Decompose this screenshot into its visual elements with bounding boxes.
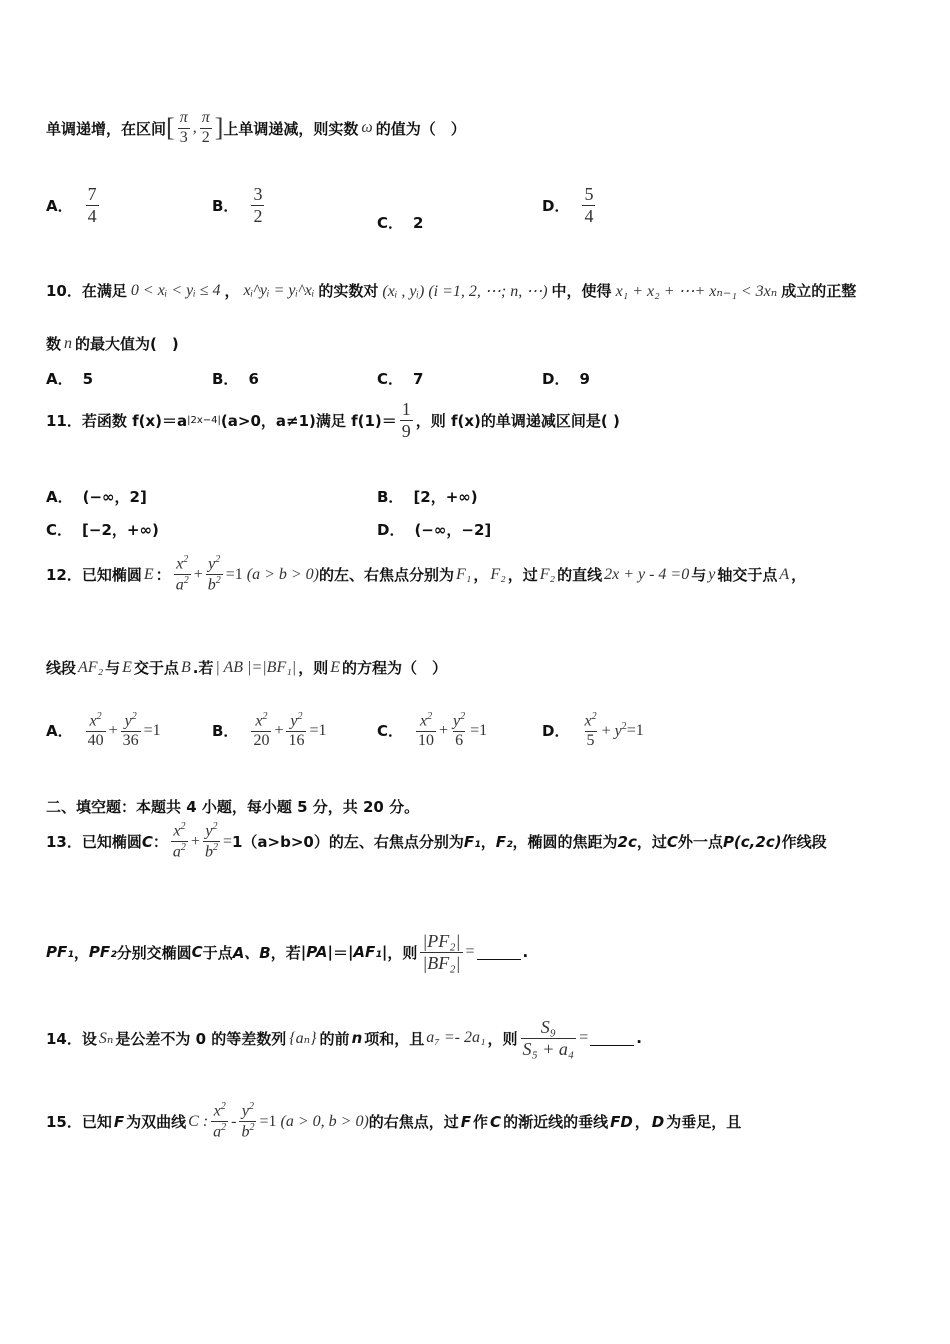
q10-stem: 10． 在满足 0 < xᵢ < yᵢ ≤ 4 ， xᵢ^yᵢ = yᵢ^xᵢ 的实数对 (xᵢ , yᵢ) (i =1, 2, ⋯; n, ⋯) 中，使得 x₁ + x₂ + ⋯+ xₙ₋₁ < 3xₙ 成立的正整 (46, 281, 857, 300)
q15-number: 15． (46, 1113, 82, 1132)
q9-option-b[interactable]: B． $\frac{3}{2}$ (212, 184, 263, 226)
q10-option-b[interactable]: B． 6 (212, 369, 259, 388)
q9-option-a[interactable]: A． $\frac{7}{4}$ (46, 184, 97, 226)
q13-number: 13． (46, 833, 82, 852)
bracket-open: [ (166, 113, 175, 143)
q13-stem-cont: PF₁ ， PF₂ 分别交椭圆 C 于点 A、B ，若 |PA| ＝ |AF₁| ，则 $\frac{\text{|PF₂|}}{\text{|BF₂|}}$ = . (46, 931, 529, 973)
q12-option-a[interactable]: A． $\frac{x^2}{40}$ + $\frac{y^2}{36}$ =1 (46, 711, 161, 750)
q10-stem-cont: 数 n 的最大值为( ) (46, 334, 179, 353)
q10-option-c[interactable]: C． 7 (377, 369, 424, 388)
q14-ratio: $\frac{\text{S₉}}{\text{S₅ + a₄}}$ (522, 1017, 575, 1059)
q9-option-c[interactable]: C． 2 (377, 213, 424, 232)
q10-pairs: (xᵢ , yᵢ) (i =1, 2, ⋯; n, ⋯) (382, 282, 548, 300)
q14-answer-blank[interactable] (590, 1031, 634, 1046)
section-header: 二、填空题：本题共 4 小题，每小题 5 分，共 20 分。 (46, 798, 420, 816)
q12-option-c[interactable]: C． $\frac{x^2}{10}$ + $\frac{y^2}{6}$ =1 (377, 711, 488, 750)
q12-option-d[interactable]: D． $\frac{x^2}{5}$ + $y^2$ =1 (542, 711, 644, 750)
q11-option-a[interactable]: A． (−∞，2] (46, 488, 147, 506)
q9-interval-right: $\frac{\pi}{2}$ (201, 109, 210, 146)
q10-condition: 0 < xᵢ < yᵢ ≤ 4 (130, 281, 221, 299)
q9-stem (46, 110, 466, 147)
q12-stem: 12． 已知椭圆 E ： $\frac{x^2}{a^2}$ + $\frac{y^2}{b^2}$ =1 (a > b > 0) 的左、右焦点分别为 F₁ ， F₂ ，过 F₂ 的直线 2x + y - 4 =0 与 y 轴交于点 A ， (46, 554, 807, 594)
q11-number: 11． (46, 411, 82, 430)
q10-option-d[interactable]: D． 9 (542, 369, 590, 388)
q10-equation: xᵢ^yᵢ = yᵢ^xᵢ (243, 281, 315, 299)
q12-stem-cont: 线段 AF₂ 与 E 交于点 B .若 | AB |=|BF₁| ，则 E 的方程为（ ） (46, 658, 447, 677)
q13-ratio: $\frac{\text{|PF₂|}}{\text{|BF₂|}}$ (422, 931, 461, 973)
q11-option-d[interactable]: D． (−∞，−2] (377, 521, 492, 539)
q9-stem-a: 单调递增，在区间 (46, 119, 167, 138)
q10-number: 10． (46, 282, 82, 300)
q9-stem-b: 上单调递减，则实数 (223, 119, 359, 138)
q15-stem: 15． 已知 F 为双曲线 C : $\frac{x^2}{a^2}$ - $\frac{y^2}{b^2}$ =1 (a > 0, b > 0) 的右焦点，过 F 作 C 的渐近线的垂线 FD ， D 为垂足，且 (46, 1101, 742, 1141)
q9-omega: ω (361, 119, 373, 137)
q13-stem: 13． 已知椭圆 C ： $\frac{x^2}{a^2}$ + $\frac{y^2}{b^2}$ = 1（a>b>0）的左、右焦点分别为 F₁ ， F₂ ，椭圆的焦距为 2c ，过 C 外一点 P(c,2c) 作线段 (46, 821, 827, 861)
q9-interval-left: $\frac{\pi}{3}$ (179, 109, 188, 146)
q11-option-c[interactable]: C． [−2，+∞) (46, 521, 159, 539)
q10-inequality: x₁ + x₂ + ⋯+ xₙ₋₁ < 3xₙ (615, 282, 778, 300)
q11-fraction: $\frac{1}{9}$ (401, 399, 411, 441)
q11-stem: 11． 若函数 f(x)＝a |2x−4| (a>0，a≠1)满足 f(1)＝ $\frac{1}{9}$ ，则 f(x)的单调递减区间是( ) (46, 399, 620, 441)
q14-stem: 14． 设 Sₙ 是公差不为 0 的等差数列 {aₙ} 的前 n 项和，且 a₇ =- 2a₁ ，则 $\frac{\text{S₉}}{\text{S₅ + a₄}}$ = . (46, 1017, 642, 1059)
interval-comma: , (192, 119, 197, 137)
q14-number: 14． (46, 1029, 82, 1048)
q9-stem-c: 的值为（ ） (375, 119, 466, 138)
q13-answer-blank[interactable] (477, 945, 521, 960)
q12-option-b[interactable]: B． $\frac{x^2}{20}$ + $\frac{y^2}{16}$ =1 (212, 711, 327, 750)
bracket-close: ] (214, 113, 224, 143)
q9-option-d[interactable]: D． $\frac{5}{4}$ (542, 184, 594, 226)
q11-option-b[interactable]: B． [2，+∞) (377, 488, 478, 506)
q10-option-a[interactable]: A． 5 (46, 369, 94, 388)
q12-number: 12． (46, 566, 82, 585)
